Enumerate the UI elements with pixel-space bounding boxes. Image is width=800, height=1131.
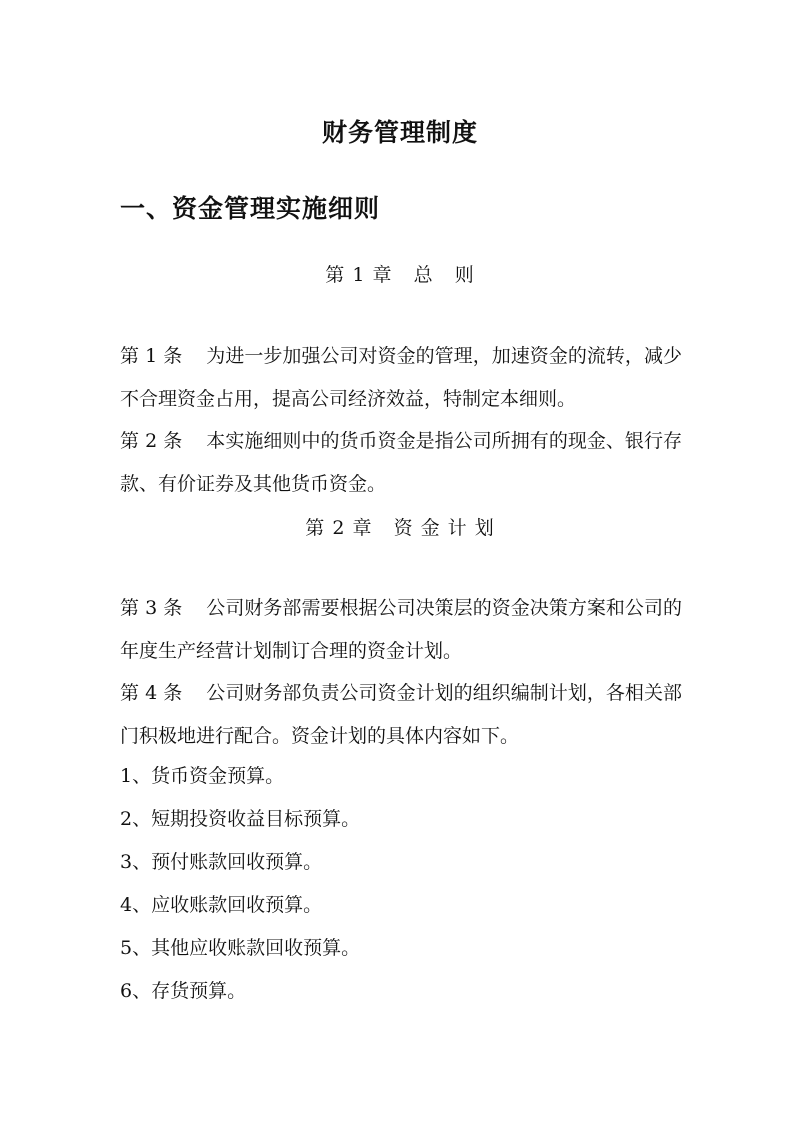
article-1-label: 第 1 条: [120, 345, 183, 367]
section-heading: 一、资金管理实施细则: [120, 194, 381, 223]
article-4-label: 第 4 条: [120, 682, 183, 704]
article-1-text: 为进一步加强公司对资金的管理，加速资金的流转，减少不合理资金占用，提高公司经济效益，特制定本细则。: [120, 345, 682, 410]
article-4-text: 公司财务部负责公司资金计划的组织编制计划，各相关部门积极地进行配合。资金计划的具体内容如下。: [120, 682, 682, 747]
list-item: 2、短期投资收益目标预算。: [120, 808, 361, 830]
article-2-label: 第 2 条: [120, 430, 183, 452]
list-item: 1、货币资金预算。: [120, 765, 285, 787]
list-item: 5、其他应收账款回收预算。: [120, 937, 361, 959]
list-item: 3、预付账款回收预算。: [120, 851, 323, 873]
list-item: 4、应收账款回收预算。: [120, 894, 323, 916]
article-2: [120, 420, 682, 506]
article-1: [120, 335, 682, 421]
document-title: 财务管理制度: [321, 118, 478, 147]
article-3: [120, 587, 682, 673]
list-item: 6、存货预算。: [120, 980, 247, 1002]
article-3-text: 公司财务部需要根据公司决策层的资金决策方案和公司的年度生产经营计划制订合理的资金计划。: [120, 597, 682, 662]
chapter-2-heading: 第 2 章 资 金 计 划: [305, 517, 495, 539]
article-3-label: 第 3 条: [120, 597, 183, 619]
article-2-text: 本实施细则中的货币资金是指公司所拥有的现金、银行存款、有价证券及其他货币资金。: [120, 430, 682, 495]
article-4: [120, 672, 682, 758]
chapter-1-heading: 第 1 章 总 则: [325, 264, 475, 286]
